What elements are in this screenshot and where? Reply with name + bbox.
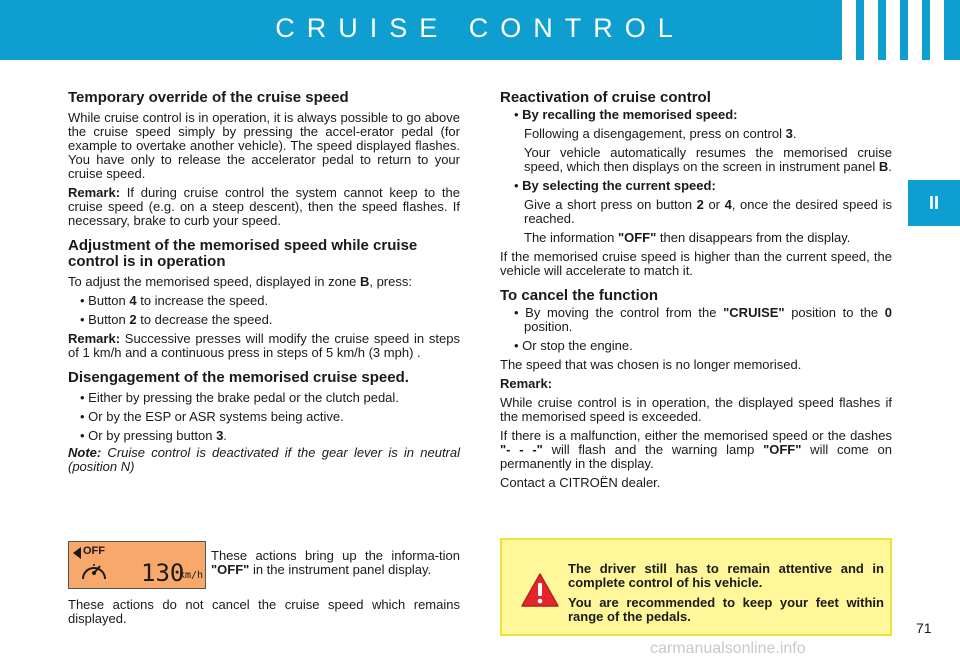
button-number: 2 <box>696 197 704 212</box>
cancel-bullet-engine: • Or stop the engine. <box>514 338 633 353</box>
disengage-bullet-esp: • Or by the ESP or ASR systems being active. <box>80 409 344 424</box>
cancel-remark-label <box>500 377 892 391</box>
text: Following a disengagement, press on control <box>524 126 786 141</box>
dashes-label: "- - -" <box>500 442 543 457</box>
remark-label: Remark: <box>68 185 121 200</box>
section-title-cancel: To cancel the function <box>500 287 659 304</box>
remark-text: Successive presses will modify the cruise speed in steps of 1 km/h and a continuous press in steps of 5 km/h (3 mph) . <box>68 331 460 360</box>
section-title-reactivation: Reactivation of cruise control <box>500 89 711 106</box>
text: or <box>703 197 725 212</box>
zone-label: B <box>878 159 889 174</box>
warning-line-2: You are recommended to keep your feet within range of the pedals. <box>568 595 884 624</box>
bullet-title: By recalling the memorised speed: <box>522 107 738 122</box>
header-stripe <box>930 0 944 60</box>
text: . <box>792 126 797 141</box>
section-title-override: Temporary override of the cruise speed <box>68 89 349 106</box>
adjust-paragraph <box>68 275 460 289</box>
remark-label: Remark: <box>68 331 121 346</box>
disengage-note <box>68 446 460 474</box>
remark-label: Remark: <box>500 376 553 391</box>
override-remark <box>68 186 460 228</box>
reactivation-recall-step2 <box>524 146 892 174</box>
section-title-adjustment: Adjustment of the memorised speed while cruise control is in operation <box>68 237 418 270</box>
text: . <box>223 428 227 443</box>
disengage-bullet-button <box>68 429 460 443</box>
text: These actions bring up the informa-tion <box>211 548 460 563</box>
text: will flash and the warning lamp <box>542 442 764 457</box>
text: will come on permanently in the display. <box>500 442 892 471</box>
button-number: 4 <box>129 293 137 308</box>
off-label: "OFF" <box>617 230 657 245</box>
button-number: 4 <box>724 197 732 212</box>
bullet-title: By selecting the current speed: <box>522 178 716 193</box>
text: in the instrument panel display. <box>249 562 432 577</box>
text: • Button <box>80 312 130 327</box>
zone-label: B <box>359 274 370 289</box>
watermark: carmanualsonline.info <box>650 640 806 657</box>
text: To adjust the memorised speed, displayed in zone <box>68 274 360 289</box>
text: The information <box>524 230 618 245</box>
text: • Button <box>80 293 130 308</box>
text: Give a short press on button <box>524 197 697 212</box>
text: to increase the speed. <box>136 293 269 308</box>
reactivation-recall-step1 <box>524 127 892 141</box>
header-stripe <box>864 0 878 60</box>
reactivation-paragraph: If the memorised cruise speed is higher than the current speed, the vehicle will accelerate to match it. <box>500 249 892 278</box>
text: If there is a malfunction, either the memorised speed or the dashes <box>500 428 892 443</box>
reactivation-current-step1 <box>524 198 892 226</box>
display-caption <box>211 549 460 577</box>
text: . <box>888 159 892 174</box>
section-title-disengagement: Disengagement of the memorised cruise speed. <box>68 369 409 386</box>
right-column <box>500 90 892 495</box>
override-paragraph: While cruise control is in operation, it is always possible to go above the cruise speed simply by pressing the accel-erator pedal (for example to overtake another vehicle). The speed displayed flashes. You have only to release the accelerator pedal to return to your cruise speed. <box>68 110 460 181</box>
page-header <box>0 0 960 60</box>
text: , press: <box>369 274 412 289</box>
adjust-bullet-decrease <box>80 313 460 327</box>
header-stripe <box>886 0 900 60</box>
off-label: "OFF" <box>211 562 250 577</box>
reactivation-bullet-recall: • By recalling the memorised speed: <box>514 107 738 122</box>
note-text: Cruise control is deactivated if the gear lever is in neutral (position N) <box>68 445 460 474</box>
cruise-label: "CRUISE" <box>723 305 785 320</box>
warning-triangle-icon <box>520 572 560 608</box>
text: • By moving the control from the <box>514 305 724 320</box>
triangle-indicator-icon <box>73 547 81 559</box>
chapter-tab: II <box>908 180 960 226</box>
text: , once the desired speed is reached. <box>524 197 892 226</box>
header-stripe <box>908 0 922 60</box>
malfunction-paragraph <box>500 429 892 471</box>
display-speed: 130 <box>141 559 185 587</box>
display-off-label: OFF <box>83 545 105 557</box>
off-label: "OFF" <box>763 442 802 457</box>
bottom-paragraph: These actions do not cancel the cruise speed which remains displayed. <box>68 597 460 626</box>
text: Your vehicle automatically resumes the memorised cruise speed, which then displays on the screen in instrument panel <box>524 145 892 174</box>
remark-text: If during cruise control the system cannot keep to the cruise speed (e.g. on a steep descent), then the speed flashes. If necessary, brake to curb your speed. <box>68 185 460 228</box>
warning-text <box>568 562 884 630</box>
reactivation-current-step2 <box>524 231 892 245</box>
text: • Or by pressing button <box>80 428 217 443</box>
position-number: 0 <box>884 305 893 320</box>
note-label: Note: <box>68 445 102 460</box>
adjust-remark <box>68 332 460 360</box>
adjust-bullet-increase <box>80 294 460 308</box>
warning-line-1: The driver still has to remain attentive and in complete control of his vehicle. <box>568 561 884 590</box>
text: then disappears from the display. <box>656 230 851 245</box>
cancel-paragraph: The speed that was chosen is no longer memorised. <box>500 357 802 372</box>
disengage-bullet-pedal: • Either by pressing the brake pedal or the clutch pedal. <box>80 390 399 405</box>
cruise-gauge-icon <box>79 559 109 583</box>
dealer-paragraph: Contact a CITROËN dealer. <box>500 475 661 490</box>
button-number: 3 <box>216 428 224 443</box>
page-number: 71 <box>916 620 932 636</box>
instrument-display <box>68 541 206 589</box>
button-number: 2 <box>129 312 137 327</box>
header-stripe <box>842 0 856 60</box>
cancel-remark-paragraph: While cruise control is in operation, the displayed speed flashes if the memorised speed is exceeded. <box>500 395 892 424</box>
warning-box <box>500 538 892 636</box>
cancel-bullet-control <box>500 306 892 334</box>
text: position. <box>524 319 573 334</box>
text: to decrease the speed. <box>136 312 273 327</box>
left-column <box>68 90 460 479</box>
page-title: CRUISE CONTROL <box>275 13 685 43</box>
display-unit: km/h <box>179 570 204 581</box>
text: position to the <box>784 305 885 320</box>
control-number: 3 <box>785 126 793 141</box>
reactivation-bullet-current: • By selecting the current speed: <box>514 178 716 193</box>
